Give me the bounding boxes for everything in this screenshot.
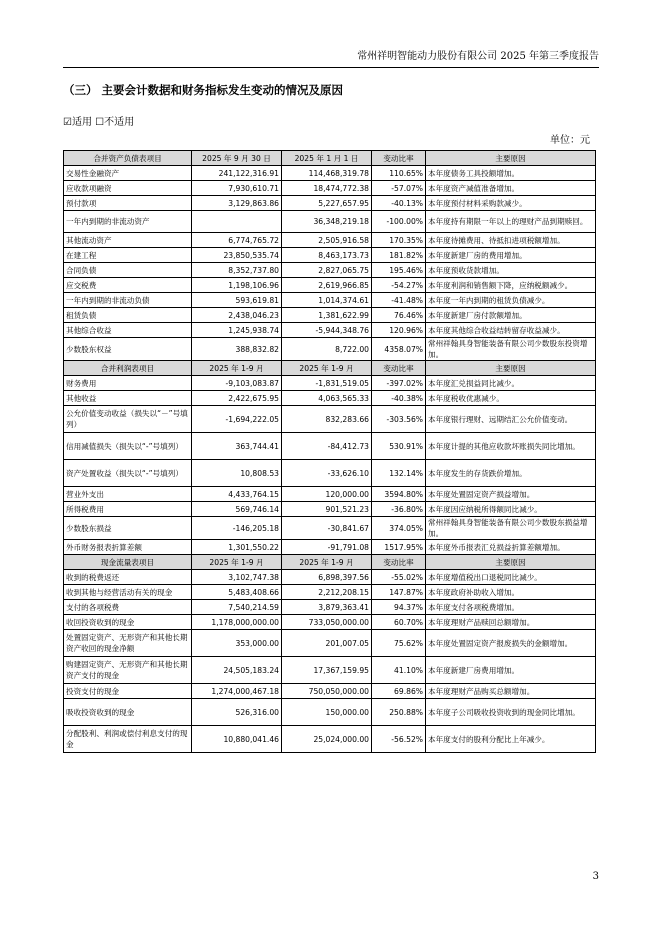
item-cell: 购建固定资产、无形资产和其他长期资产支付的现金 — [64, 657, 192, 684]
reason-cell: 常州祥翰具身智能装备有限公司少数股东投资增加。 — [426, 338, 596, 361]
current-value-cell: -1,694,222.05 — [192, 406, 282, 433]
header-cell: 2025 年 1-9 月 — [192, 361, 282, 376]
item-cell: 财务费用 — [64, 376, 192, 391]
prior-value-cell: -30,841.67 — [282, 517, 372, 540]
item-cell: 分配股利、利润或偿付利息支付的现金 — [64, 726, 192, 753]
reason-cell: 本年度其他综合收益结转留存收益减少。 — [426, 323, 596, 338]
prior-value-cell: 25,024,000.00 — [282, 726, 372, 753]
current-value-cell: 7,930,610.71 — [192, 181, 282, 196]
item-cell: 公允价值变动收益（损失以“－”号填列） — [64, 406, 192, 433]
prior-value-cell: 8,463,173.73 — [282, 248, 372, 263]
reason-cell: 本年度汇兑损益同比减少。 — [426, 376, 596, 391]
prior-value-cell: -1,831,519.05 — [282, 376, 372, 391]
current-value-cell: 3,102,747.38 — [192, 570, 282, 585]
item-cell: 收到其他与经营活动有关的现金 — [64, 585, 192, 600]
current-value-cell: 1,301,550.22 — [192, 540, 282, 555]
financial-changes-table — [63, 150, 596, 753]
header-cell: 变动比率 — [372, 151, 426, 166]
reason-cell: 本年度支付的股利分配比上年减少。 — [426, 726, 596, 753]
table-row — [64, 433, 596, 460]
table-row — [64, 726, 596, 753]
table-row — [64, 211, 596, 233]
change-ratio-cell: 147.87% — [372, 585, 426, 600]
table-row — [64, 540, 596, 555]
current-value-cell: 24,505,183.24 — [192, 657, 282, 684]
cash-flow-header-row — [64, 555, 596, 570]
table-row — [64, 181, 596, 196]
current-value-cell: 241,122,316.91 — [192, 166, 282, 181]
reason-cell: 本年度处置固定资产损益增加。 — [426, 487, 596, 502]
change-ratio-cell: -36.80% — [372, 502, 426, 517]
current-value-cell: 23,850,535.74 — [192, 248, 282, 263]
item-cell: 营业外支出 — [64, 487, 192, 502]
change-ratio-cell: -56.52% — [372, 726, 426, 753]
header-cell: 变动比率 — [372, 555, 426, 570]
item-cell: 应收款项融资 — [64, 181, 192, 196]
reason-cell: 本年度持有期限一年以上的理财产品到期赎回。 — [426, 211, 596, 233]
header-cell: 2025 年 9 月 30 日 — [192, 151, 282, 166]
change-ratio-cell: -40.13% — [372, 196, 426, 211]
prior-value-cell: 18,474,772.38 — [282, 181, 372, 196]
table-row — [64, 615, 596, 630]
reason-cell: 常州祥翰具身智能装备有限公司少数股东损益增加。 — [426, 517, 596, 540]
change-ratio-cell: -57.07% — [372, 181, 426, 196]
item-cell: 收到的税费返还 — [64, 570, 192, 585]
prior-value-cell: 3,879,363.41 — [282, 600, 372, 615]
reason-cell: 本年度利润和销售额下降，应纳税额减少。 — [426, 278, 596, 293]
prior-value-cell: 17,367,159.95 — [282, 657, 372, 684]
item-cell: 信用减值损失（损失以“-”号填列） — [64, 433, 192, 460]
current-value-cell: 3,129,863.86 — [192, 196, 282, 211]
header-cell: 合并利润表项目 — [64, 361, 192, 376]
current-value-cell: 10,880,041.46 — [192, 726, 282, 753]
prior-value-cell: 2,505,916.58 — [282, 233, 372, 248]
change-ratio-cell: 3594.80% — [372, 487, 426, 502]
change-ratio-cell: 181.82% — [372, 248, 426, 263]
page-number: 3 — [592, 871, 599, 882]
reason-cell: 本年度新建厂房付款额增加。 — [426, 308, 596, 323]
prior-value-cell: 2,212,208.15 — [282, 585, 372, 600]
prior-value-cell: 6,898,397.56 — [282, 570, 372, 585]
header-cell: 现金流量表项目 — [64, 555, 192, 570]
prior-value-cell: 733,050,000.00 — [282, 615, 372, 630]
current-value-cell: 8,352,737.80 — [192, 263, 282, 278]
current-value-cell: 363,744.41 — [192, 433, 282, 460]
item-cell: 其他流动资产 — [64, 233, 192, 248]
table-row — [64, 263, 596, 278]
item-cell: 在建工程 — [64, 248, 192, 263]
change-ratio-cell: -55.02% — [372, 570, 426, 585]
section-title: （三） 主要会计数据和财务指标发生变动的情况及原因 — [63, 83, 344, 97]
table-row — [64, 570, 596, 585]
table-row — [64, 487, 596, 502]
current-value-cell: 5,483,408.66 — [192, 585, 282, 600]
reason-cell: 本年度一年内到期的租赁负债减少。 — [426, 293, 596, 308]
item-cell: 一年内到期的非流动资产 — [64, 211, 192, 233]
change-ratio-cell: 110.65% — [372, 166, 426, 181]
reason-cell: 本年度支付各项税费增加。 — [426, 600, 596, 615]
change-ratio-cell: -303.56% — [372, 406, 426, 433]
item-cell: 一年内到期的非流动负债 — [64, 293, 192, 308]
table-row — [64, 684, 596, 699]
prior-value-cell: 8,722.00 — [282, 338, 372, 361]
current-value-cell: 526,316.00 — [192, 699, 282, 726]
prior-value-cell: 1,014,374.61 — [282, 293, 372, 308]
header-cell: 主要原因 — [426, 151, 596, 166]
item-cell: 所得税费用 — [64, 502, 192, 517]
reason-cell: 本年度增值税出口退税同比减少。 — [426, 570, 596, 585]
prior-value-cell: 201,007.05 — [282, 630, 372, 657]
change-ratio-cell: -397.02% — [372, 376, 426, 391]
reason-cell: 本年度理财产品赎回总额增加。 — [426, 615, 596, 630]
current-value-cell: 388,832.82 — [192, 338, 282, 361]
current-value-cell: 2,438,046.23 — [192, 308, 282, 323]
applicability-checkbox-line: ☑适用 ☐不适用 — [63, 117, 135, 128]
prior-value-cell: 4,063,565.33 — [282, 391, 372, 406]
table-row — [64, 293, 596, 308]
item-cell: 支付的各项税费 — [64, 600, 192, 615]
reason-cell: 本年度待摊费用、待抵扣进项税额增加。 — [426, 233, 596, 248]
change-ratio-cell: 76.46% — [372, 308, 426, 323]
balance-sheet-header-row — [64, 151, 596, 166]
prior-value-cell: 2,619,966.85 — [282, 278, 372, 293]
current-value-cell: 593,619.81 — [192, 293, 282, 308]
current-value-cell: 1,178,000,000.00 — [192, 615, 282, 630]
reason-cell: 本年度理财产品购买总额增加。 — [426, 684, 596, 699]
reason-cell: 本年度发生的存货跌价增加。 — [426, 460, 596, 487]
prior-value-cell: 750,050,000.00 — [282, 684, 372, 699]
table-row — [64, 600, 596, 615]
table-row — [64, 376, 596, 391]
change-ratio-cell: 132.14% — [372, 460, 426, 487]
prior-value-cell: -84,412.73 — [282, 433, 372, 460]
change-ratio-cell: 1517.95% — [372, 540, 426, 555]
table-row — [64, 460, 596, 487]
table-row — [64, 308, 596, 323]
prior-value-cell: -33,626.10 — [282, 460, 372, 487]
table-row — [64, 699, 596, 726]
current-value-cell: 10,808.53 — [192, 460, 282, 487]
current-value-cell: 2,422,675.95 — [192, 391, 282, 406]
item-cell: 资产处置收益（损失以“-”号填列） — [64, 460, 192, 487]
current-value-cell: 353,000.00 — [192, 630, 282, 657]
header-cell: 主要原因 — [426, 555, 596, 570]
prior-value-cell: 36,348,219.18 — [282, 211, 372, 233]
prior-value-cell: -91,791.08 — [282, 540, 372, 555]
item-cell: 租赁负债 — [64, 308, 192, 323]
prior-value-cell: 5,227,657.95 — [282, 196, 372, 211]
unit-label: 单位：元 — [550, 135, 590, 146]
table-row — [64, 323, 596, 338]
change-ratio-cell: -40.38% — [372, 391, 426, 406]
current-value-cell: 4,433,764.15 — [192, 487, 282, 502]
table-row — [64, 391, 596, 406]
reason-cell: 本年度资产减值准备增加。 — [426, 181, 596, 196]
prior-value-cell: 2,827,065.75 — [282, 263, 372, 278]
header-cell: 2025 年 1-9 月 — [282, 555, 372, 570]
current-value-cell: 1,274,000,467.18 — [192, 684, 282, 699]
report-header: 常州祥明智能动力股份有限公司 2025 年第三季度报告 — [63, 47, 599, 68]
change-ratio-cell: -100.00% — [372, 211, 426, 233]
current-value-cell — [192, 211, 282, 233]
item-cell: 吸收投资收到的现金 — [64, 699, 192, 726]
header-cell: 变动比率 — [372, 361, 426, 376]
income-statement-header-row — [64, 361, 596, 376]
reason-cell: 本年度外币报表汇兑损益折算差额增加。 — [426, 540, 596, 555]
prior-value-cell: 901,521.23 — [282, 502, 372, 517]
reason-cell: 本年度税收优惠减少。 — [426, 391, 596, 406]
item-cell: 预付款项 — [64, 196, 192, 211]
change-ratio-cell: 75.62% — [372, 630, 426, 657]
change-ratio-cell: 530.91% — [372, 433, 426, 460]
reason-cell: 本年度因应纳税所得额同比减少。 — [426, 502, 596, 517]
current-value-cell: -9,103,083.87 — [192, 376, 282, 391]
reason-cell: 本年度债务工具投额增加。 — [426, 166, 596, 181]
reason-cell: 本年度子公司吸收投资收到的现金同比增加。 — [426, 699, 596, 726]
reason-cell: 本年度银行理财、远期结汇公允价值变动。 — [426, 406, 596, 433]
table-row — [64, 278, 596, 293]
prior-value-cell: -5,944,348.76 — [282, 323, 372, 338]
change-ratio-cell: 60.70% — [372, 615, 426, 630]
prior-value-cell: 114,468,319.78 — [282, 166, 372, 181]
current-value-cell: -146,205.18 — [192, 517, 282, 540]
reason-cell: 本年度预付材料采购款减少。 — [426, 196, 596, 211]
change-ratio-cell: 195.46% — [372, 263, 426, 278]
change-ratio-cell: 41.10% — [372, 657, 426, 684]
table-row — [64, 196, 596, 211]
item-cell: 合同负债 — [64, 263, 192, 278]
prior-value-cell: 832,283.66 — [282, 406, 372, 433]
header-cell: 2025 年 1 月 1 日 — [282, 151, 372, 166]
item-cell: 应交税费 — [64, 278, 192, 293]
current-value-cell: 6,774,765.72 — [192, 233, 282, 248]
item-cell: 其他收益 — [64, 391, 192, 406]
change-ratio-cell: 250.88% — [372, 699, 426, 726]
item-cell: 外币财务报表折算差额 — [64, 540, 192, 555]
table-row — [64, 166, 596, 181]
table-row — [64, 517, 596, 540]
reason-cell: 本年度政府补助收入增加。 — [426, 585, 596, 600]
item-cell: 少数股东损益 — [64, 517, 192, 540]
item-cell: 交易性金融资产 — [64, 166, 192, 181]
table-row — [64, 657, 596, 684]
reason-cell: 本年度新建厂房的费用增加。 — [426, 248, 596, 263]
current-value-cell: 1,198,106.96 — [192, 278, 282, 293]
change-ratio-cell: 94.37% — [372, 600, 426, 615]
table-row — [64, 248, 596, 263]
item-cell: 投资支付的现金 — [64, 684, 192, 699]
reason-cell: 本年度新建厂房费用增加。 — [426, 657, 596, 684]
item-cell: 处置固定资产、无形资产和其他长期资产收回的现金净额 — [64, 630, 192, 657]
prior-value-cell: 150,000.00 — [282, 699, 372, 726]
current-value-cell: 1,245,938.74 — [192, 323, 282, 338]
current-value-cell: 7,540,214.59 — [192, 600, 282, 615]
item-cell: 其他综合收益 — [64, 323, 192, 338]
header-cell: 主要原因 — [426, 361, 596, 376]
change-ratio-cell: 120.96% — [372, 323, 426, 338]
item-cell: 收回投资收到的现金 — [64, 615, 192, 630]
table-row — [64, 233, 596, 248]
prior-value-cell: 120,000.00 — [282, 487, 372, 502]
item-cell: 少数股东权益 — [64, 338, 192, 361]
table-row — [64, 630, 596, 657]
change-ratio-cell: 170.35% — [372, 233, 426, 248]
table-row — [64, 338, 596, 361]
prior-value-cell: 1,381,622.99 — [282, 308, 372, 323]
change-ratio-cell: -54.27% — [372, 278, 426, 293]
change-ratio-cell: 69.86% — [372, 684, 426, 699]
table-row — [64, 502, 596, 517]
reason-cell: 本年度计提的其他应收款坏账损失同比增加。 — [426, 433, 596, 460]
change-ratio-cell: 4358.07% — [372, 338, 426, 361]
reason-cell: 本年度预收货款增加。 — [426, 263, 596, 278]
change-ratio-cell: 374.05% — [372, 517, 426, 540]
change-ratio-cell: -41.48% — [372, 293, 426, 308]
table-row — [64, 406, 596, 433]
reason-cell: 本年度处置固定资产报废损失的金额增加。 — [426, 630, 596, 657]
header-cell: 2025 年 1-9 月 — [192, 555, 282, 570]
header-cell: 合并资产负债表项目 — [64, 151, 192, 166]
current-value-cell: 569,746.14 — [192, 502, 282, 517]
header-cell: 2025 年 1-9 月 — [282, 361, 372, 376]
table-row — [64, 585, 596, 600]
